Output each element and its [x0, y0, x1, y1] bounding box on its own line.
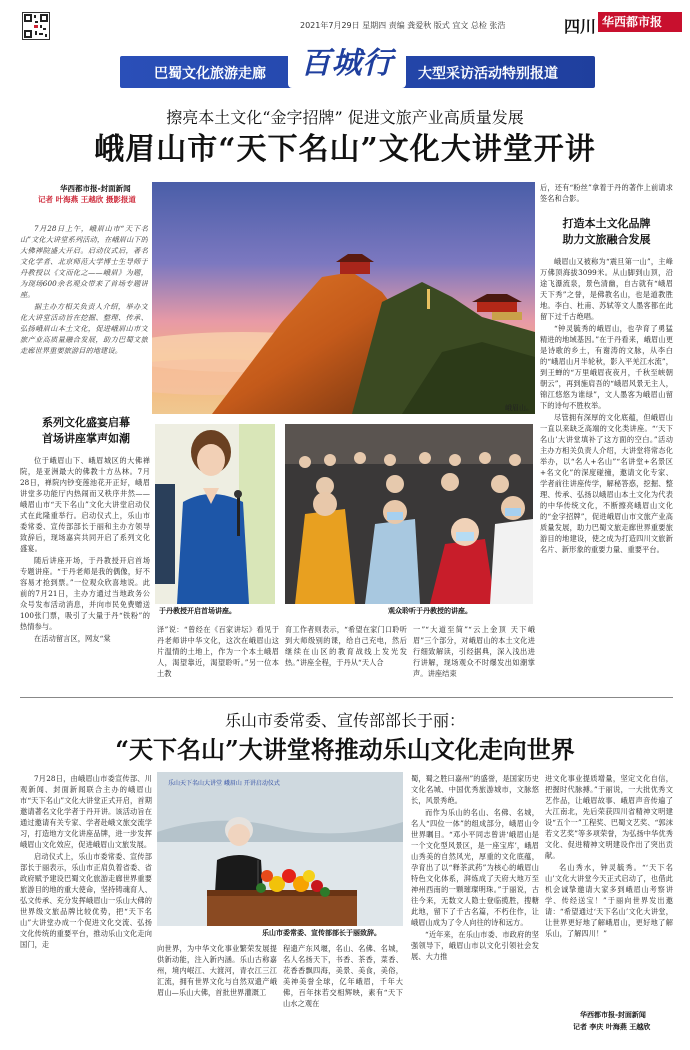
story1-right-column — [540, 256, 673, 692]
story2-kicker: 乐山市委常委、宣传部部长于丽： — [224, 711, 465, 730]
emeishan-photo — [152, 182, 535, 414]
photo-caption-lecturer: 于丹教授开启首场讲座。 — [159, 607, 236, 615]
story1-row-col1: 泽”说：“曾经在《百家讲坛》看见于丹老师讲中华文化，这次在峨眉山这片温情的土地上，作为一个本土峨眉人，渴望靠近，渴望聆听。”另一位本土教 — [157, 625, 279, 678]
left-paragraph-3: 在活动留言区，网友“棠 — [34, 634, 111, 643]
story2-headline: “天下名山”大讲堂将推动乐山文化走向世界 — [115, 735, 575, 764]
story2-end-outlet: 华西都市报-封面新闻 — [580, 1011, 646, 1019]
banner-right-text: 大型采访活动特别报道 — [418, 66, 558, 82]
story2-rc2-paragraph-1: 进文化事业提质增量，坚定文化自信，把握时代脉搏。”于丽说，一大批优秀文艺作品，让峨眉故事、峨眉声音传遍了大江南北，先后荣获四川省精神文明建设“五个一”工程奖、巴蜀文艺奖、“郭沫若文艺奖”等多项荣誉，为弘扬中华优秀文化、促进精神文明建设作出了突出贡献。 — [545, 774, 673, 860]
section1-title-line1: 系列文化盛宴启幕 — [42, 416, 130, 429]
photo-caption-main: 峨眉山。 — [505, 404, 533, 412]
story2-end-names: 记者 李庆 叶海燕 王越欣 — [573, 1023, 651, 1031]
right-paragraph-1: 峨眉山又被称为“震旦第一山”，主峰万佛顶海拔3099米。从山脚到山顶，沿途飞瀑流泉，景色清幽，自古就有“峨眉天下秀”之誉，是佛教名山，也是道教胜地。李白、杜甫、苏轼等文人墨客都在此留下过千古绝唱。 — [540, 257, 673, 321]
story2-rc1-paragraph-2: 而作为乐山的名山、名佛、名城，名人“四位一体”的组成部分，峨眉山令世界瞩目。“邓小平同志曾讲‘峨眉山是一个文化型风景区，是一座宝库’，峨眉山秀美的自然风光，厚重的文化底蕴，孕育出了以“释茶武药”为核心的峨眉山特色文化体系，湃炼成了天府大地万至神州西南的一颗璀璨明珠。”于丽说，古往今来，无数文人隐士登临揽胜，搜糖此地，留下了千古名篇，不朽住作，让峨眉山成为了令人向往的诗和远方。 — [411, 808, 539, 927]
story2-rc1-paragraph-3: “近年来，在乐山市委、市政府的坚强领导下，峨眉山市以文化引领社会发展、大力推 — [411, 930, 539, 961]
paper-name: 华西都市报 — [602, 15, 663, 29]
audience-photo — [285, 424, 533, 604]
story1-byline-outlet: 华西都市报-封面新闻 — [60, 184, 131, 193]
story2-right-col1 — [411, 773, 539, 1035]
story2-row-col1: 向世界，为中华文化事业繁荣发展提供新动能，注入新内涵。乐山古称嘉州，境内岷江、大渡河，青衣江三江汇流，拥有世界文化与自然双遗产峨眉山—乐山大佛，首批世界灌溉工 — [157, 944, 277, 997]
story2-rc2-paragraph-2: 名山秀水，钟灵毓秀。“‘天下名山’文化大讲堂今天正式启动了，也借此机会诚挚邀请大家多到峨眉山考察讲学、传经送宝！”于丽向世界发出邀请：“希望通过‘天下名山’文化大讲堂，让世界更好地了解峨眉山，更好地了解乐山，了解四川！” — [545, 863, 673, 938]
story1-row-col2: 育工作者则表示，“希望在家门口聆听到大师级别的课，给自己充电，然后继续在山区的教育战线上发光发热。”讲座全程，于丹从“天人合 — [285, 625, 407, 667]
right-paragraph-3: 尽管拥有深厚的文化底蕴，但峨眉山一直以来缺乏高端的文化类讲座。“‘天下名山’大讲堂填补了这方面的空白。”活动主办方相关负责人介绍，大讲堂将常态化举办，以“名人+名山”“名讲堂+名景区+名文化”的深度碰撞，邀请文化专家、学者前往讲座传学，解秘答惑，挖掘、整理、传承、弘扬以峨眉山本土文化为代表的中华传统文化，不断擦亮峨眉山文化的“金字招牌”，促进峨眉山市文旅产业高质量发展，助力巴蜀文旅走廊世界重要旅游目的地建设，使之成为打造四川文旅新名片、新形象的重要力量、重要平台。 — [540, 413, 673, 554]
intro-paragraph: 7月28日上午，峨眉山市“天下名山”文化大讲堂系列活动，在峨眉山下的大佛禅院盛大开启。启动仪式后，著名文化学者、北京师范大学博士生导师于丹教授以《文而化之——峨眉》为题，为现场600余名观众带来了首场专题讲座。 — [20, 224, 148, 299]
story1-intro — [20, 223, 148, 403]
story2-row-col2: 程遗产东风堰，名山、名佛、名城，名人名扬天下，书香、茶香，菜香、花香香飘四海，美景、美食，美俗，美神美誉全球，亿年峨眉，千年大佛，百年抹若交相辉映，素有“天下山水之观在 — [283, 944, 403, 1008]
page-number: 07 — [606, 35, 623, 49]
banner-left-text: 巴蜀文化旅游走廊 — [154, 66, 266, 82]
speech-photo-banner: 乐山天下名山大讲堂 峨眉山 开讲启动仪式 — [168, 780, 280, 787]
left-paragraph-1: 位于峨眉山下、峨眉城区的大佛禅院，是亚洲最大的佛教十方丛林。7月28日，禅院内钞变莲池花开正好，峨眉讲堂多功能厅内热闹而又秩序井然——峨眉山市“天下名山”文化大讲堂启动仪式在此隆重举行。启动仪式上，乐山市委常委、宣传部部长于丽和主办方领导致辞后，现场嘉宾共同开启了系列文化盛宴。 — [20, 456, 150, 553]
masthead — [598, 12, 682, 49]
story2-col1-paragraph-1: 7月28日，由峨眉山市委宣传部、川观新闻、封面新闻联合主办的峨眉山市“天下名山”文化大讲堂正式开启，首期邀请著名文化学者于丹开讲。该活动旨在通过邀请有关专家、学者赴峨文旅交流学习，打造地方文化讲座品牌，进一步发挥峨眉山文化效应，促进峨眉山文旅发展。 — [20, 774, 152, 849]
qr-code — [22, 12, 50, 40]
speech-photo — [157, 772, 403, 926]
banner-calligraphy: 百城行 — [288, 40, 406, 88]
story1-row-col3: 一”“大道至简”“云上金顶 天下峨眉”三个部分，对峨眉山的本土文化进行细致解读，引经据典，深入浅出进行讲解，现场观众不时爆发出如潮掌声。讲座结束 — [413, 625, 535, 678]
photo-caption-speech: 乐山市委常委、宣传部部长于丽致辞。 — [262, 929, 381, 937]
region-label: 四川 — [564, 17, 597, 36]
section-divider — [20, 697, 673, 698]
intro-paragraph-2: 据主办方相关负责人介绍，举办文化大讲堂活动旨在挖掘、整理、传承、弘扬峨眉山本土文化，促进峨眉山市文旅产业高质量融合发展，助力巴蜀文旅走廊世界重要旅游目的地建设。 — [20, 302, 148, 355]
left-paragraph-2: 随后讲座开场，于丹教授开启首场专题讲座。“于丹老师是我的偶像，好不容易才抢到票。”一位观众欣喜地说。此前的7月21日，主办方通过当地政务公众号发布活动消息，并向市民免费赠送100张门票，吸引了大量于丹“铁粉”的热情参与。 — [20, 556, 150, 631]
date-line: 2021年7月29日 星期四 责编 龚爱秋 版式 宜文 总检 张浩 — [300, 21, 506, 30]
lecturer-photo — [155, 424, 275, 604]
section2-title-line1: 打造本土文化品牌 — [562, 217, 651, 230]
story2-col1-paragraph-2: 启动仪式上，乐山市委常委、宣传部部长于丽表示，乐山市正肩负着省委、省政府赋予建设巴蜀文化旅游走廊世界重要旅游目的地的重大使命，坚持铸魂育人、弘文传承、充分发挥峨眉山一乐山大佛的世界级文旅品牌比较优势，把“天下名山”大讲堂办成一个促进文化交流、弘扬文化传统的重要平台，推动乐山文化走向国门，走 — [20, 852, 152, 949]
story2-right-col2 — [545, 773, 673, 1003]
story2-col1 — [20, 773, 152, 1035]
story1-byline-names: 记者 叶海燕 王越欣 摄影报道 — [38, 195, 136, 204]
story1-headline: 峨眉山市“天下名山”文化大讲堂开讲 — [94, 132, 596, 167]
right-paragraph-2: “钟灵毓秀的峨眉山，也孕育了勇猛精进的地域基因。”在于丹看来，峨眉山更是诗歌的乡土，有谢涛的文脉，从李白的“峨眉山月半轮秋，影入平羌江水流”，到王蝉的“万里峨眉夜夜月，千秋至峡朝朝云”，再到施肩吾的“峨眉风景无主人，锦江悠悠为谁绿”，文人墨客为峨眉山留下的诗句不胜枚举。 — [540, 324, 673, 410]
story1-kicker: 擦亮本土文化“金字招牌” 促进文旅产业高质量发展 — [166, 108, 524, 127]
story2-rc1-paragraph-1: 蜀，蜀之胜曰嘉州”的盛誉，是国家历史文化名城、中国优秀旅游城市，文脉悠长，风景秀绝。 — [411, 774, 539, 805]
photo-caption-audience: 观众聆听于丹教授的讲座。 — [388, 607, 472, 615]
section2-title-line2: 助力文旅融合发展 — [562, 233, 651, 246]
story1-left-column — [20, 455, 150, 690]
story1-right-top: 后，还有“粉丝”拿着于丹的著作上前请求签名和合影。 — [540, 183, 673, 203]
section1-title-line2: 首场讲座掌声如潮 — [42, 432, 130, 445]
